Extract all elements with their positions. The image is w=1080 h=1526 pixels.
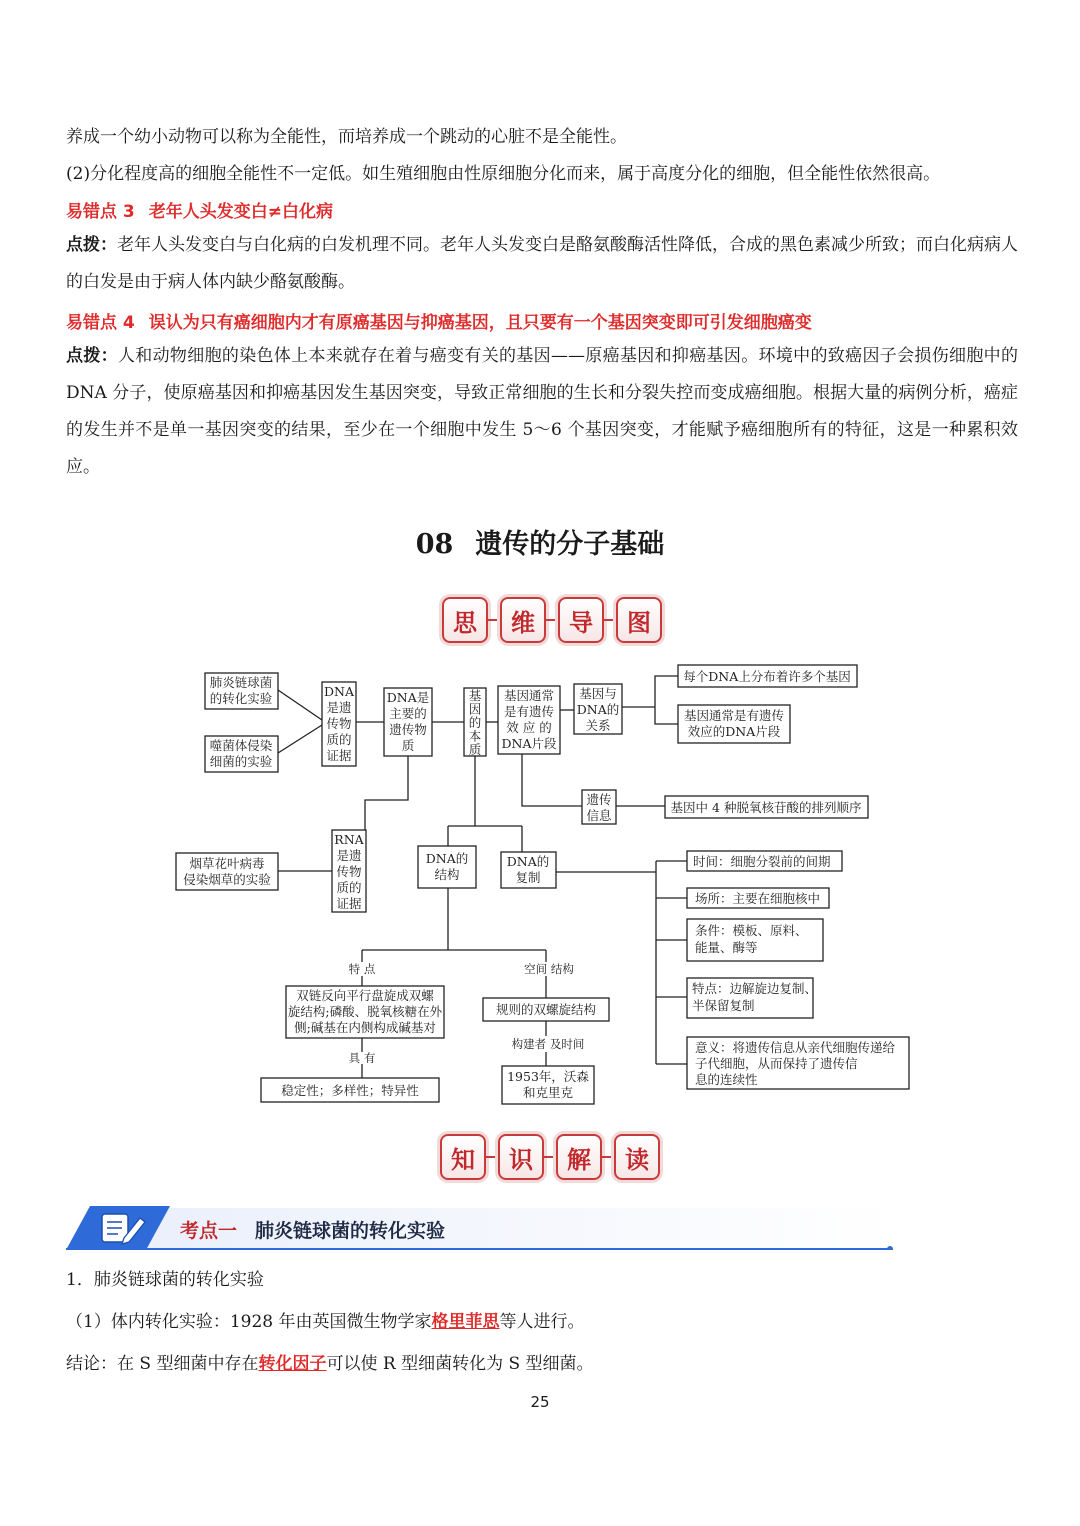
node-many-genes: 每个DNA上分布着许多个基因 <box>683 669 851 684</box>
hint-label: 点拨： <box>66 346 118 366</box>
page-number: 25 <box>530 1393 550 1411</box>
section-name: 遗传的分子基础 <box>475 529 665 560</box>
node-replication-significance: 意义：将遗传信息从亲代细胞传递给子代细胞，从而保持了遗传信息的连续性 <box>695 1040 896 1087</box>
text-line-1: 养成一个幼小动物可以称为全能性，而培养成一个跳动的心脏不是全能性。 <box>66 127 627 147</box>
banner-char: 导 <box>558 597 604 643</box>
hint-text: 老年人头发变白与白化病的白发机理不同。老年人头发变白是酪氨酸酶活性降低，合成的黑色素减少所致；而白化病病人的白发是由于病人体内缺少酪氨酸酶。 <box>66 235 1018 292</box>
keyword-transforming-factor: 转化因子 <box>258 1354 327 1374</box>
banner-char: 解 <box>556 1134 602 1180</box>
label-builder-time: 构建者 及时间 <box>511 1037 585 1051</box>
hint-label: 点拨： <box>66 235 117 255</box>
node-dna-replication: DNA的复制 <box>506 854 550 885</box>
node-rna-evidence: RNA 是遗传物质的证据 <box>334 832 364 911</box>
body-text: 等人进行。 <box>499 1312 585 1332</box>
node-stability-diversity-specificity: 稳定性；多样性；特异性 <box>281 1083 419 1098</box>
node-gene-dna-relation: 基因与 DNA的关系 <box>576 686 620 733</box>
node-dna-evidence: DNA 是遗传物质的证据 <box>324 684 354 763</box>
node-replication-conditions: 条件：模板、原料、能量、酶等 <box>695 923 808 955</box>
banner-char: 识 <box>498 1134 544 1180</box>
error-title: 误认为只有癌细胞内才有原癌基因与抑癌基因，且只要有一个基因突变即可引发细胞癌变 <box>148 313 812 333</box>
banner-char: 读 <box>614 1134 660 1180</box>
node-phage-experiment: 噬菌体侵染细菌的实验 <box>209 738 273 769</box>
node-regular-double-helix: 规则的双螺旋结构 <box>495 1002 597 1017</box>
label-spatial-structure: 空间 结构 <box>524 962 574 976</box>
node-dna-structure: DNA的结构 <box>425 851 469 882</box>
section-number: 08 <box>415 529 454 560</box>
body-text: 结论：在 S 型细菌中存在 <box>66 1354 259 1374</box>
banner-char: 图 <box>616 597 662 643</box>
body-text: （1）体内转化实验：1928 年由英国微生物学家 <box>66 1312 432 1332</box>
node-genetic-info-definition: 基因中 4 种脱氧核苷酸的排列顺序 <box>670 800 862 815</box>
banner-char: 思 <box>442 597 488 643</box>
kaodian-title <box>180 1216 445 1243</box>
node-replication-time: 时间：细胞分裂前的间期 <box>693 854 831 869</box>
node-genetic-info: 遗传信息 <box>586 792 612 823</box>
kaodian-label: 考点一 <box>180 1220 238 1242</box>
node-gene-nature: 基因的本质 <box>468 688 482 757</box>
keyword-griffith: 格里菲思 <box>431 1312 500 1332</box>
hint-text: 人和动物细胞的染色体上本来就存在着与癌变有关的基因——原癌基因和抑癌基因。环境中的致癌因子会损伤细胞中的 DNA 分子，使原癌基因和抑癌基因发生基因突变，导致正常细胞的生长和分裂失控而变成癌细胞。根据大量的病例分析，癌症的发生并不是单一基因突变的结果，至少在一个细胞中发生 5～6 个基因突变，才能赋予癌细胞所有的特征，这是一种累积效应。 <box>66 346 1019 477</box>
label-feature: 特 点 <box>348 962 376 976</box>
error-label: 易错点 4 <box>66 313 135 333</box>
error-label: 易错点 3 <box>66 202 135 222</box>
node-double-helix-description: 双链反向平行盘旋成双螺旋结构;磷酸、脱氧核糖在外侧;碱基在内侧构成碱基对 <box>287 988 443 1035</box>
error-title: 老年人头发变白≠白化病 <box>148 202 333 222</box>
node-gene-segment-2: 基因通常是有遗传效应的DNA片段 <box>683 708 785 739</box>
kaodian-topic: 肺炎链球菌的转化实验 <box>255 1220 446 1242</box>
banner-char: 维 <box>500 597 546 643</box>
node-dna-main-genetic-material: DNA是主要的遗传物质 <box>386 690 430 753</box>
node-replication-place: 场所：主要在细胞核中 <box>695 891 821 906</box>
node-watson-crick-1953: 1953年，沃森和克里克 <box>507 1069 589 1100</box>
text-line-2: (2)分化程度高的细胞全能性不一定低。如生殖细胞由性原细胞分化而来，属于高度分化的细胞，但全能性依然很高。 <box>66 164 941 184</box>
body-line-3 <box>66 1349 594 1374</box>
node-pneumococcus-experiment: 肺炎链球菌的转化实验 <box>209 675 273 706</box>
body-line-2 <box>66 1307 584 1332</box>
banner-knowledge <box>440 1133 660 1181</box>
node-replication-features: 特点：边解旋边复制、半保留复制 <box>692 981 818 1013</box>
node-gene-segment: 基因通常是有遗传效 应 的 DNA片段 <box>501 688 557 751</box>
node-tmv-experiment: 烟草花叶病毒侵染烟草的实验 <box>183 856 271 887</box>
banner-char: 知 <box>440 1134 486 1180</box>
label-have: 具 有 <box>348 1051 376 1065</box>
body-text: 可以使 R 型细菌转化为 S 型细菌。 <box>326 1354 594 1374</box>
body-line-1: 1．肺炎链球菌的转化实验 <box>66 1270 264 1290</box>
